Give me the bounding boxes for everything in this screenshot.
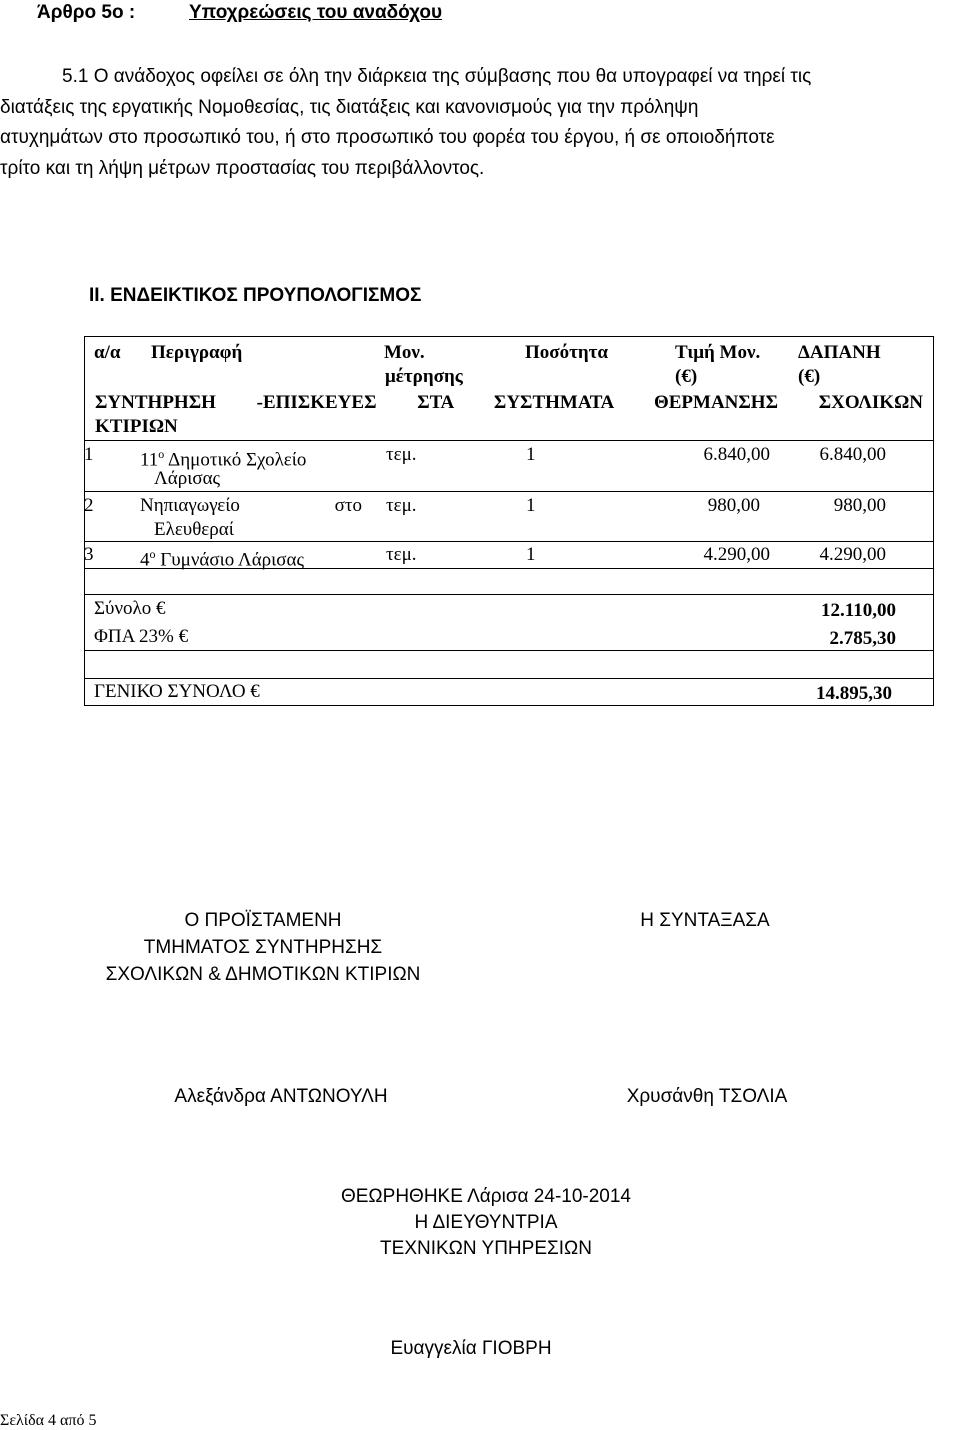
row-unit: τεμ. bbox=[386, 444, 417, 465]
row-qty: 1 bbox=[526, 444, 536, 465]
row-unit: τεμ. bbox=[386, 544, 417, 565]
row-desc-sup: ο bbox=[158, 447, 165, 461]
clause-line: 5.1 Ο ανάδοχος οφείλει σε όλη την διάρκεια της σύμβασης που θα υπογραφεί να τηρεί τις bbox=[62, 66, 812, 87]
article-heading bbox=[37, 2, 442, 24]
signature-title: ΣΧΟΛΙΚΩΝ & ΔΗΜΟΤΙΚΩΝ ΚΤΙΡΙΩΝ bbox=[105, 964, 421, 985]
row-desc-part: 4 bbox=[140, 549, 150, 571]
header-aa: α/α bbox=[94, 342, 121, 363]
row-description bbox=[140, 542, 304, 572]
header-description: Περιγραφή bbox=[151, 342, 243, 363]
header-unit-2: μέτρησης bbox=[385, 366, 463, 387]
group-title-2: ΚΤΙΡΙΩΝ bbox=[95, 416, 178, 437]
article-title: Υποχρεώσεις του αναδόχου bbox=[189, 2, 443, 23]
table-row-divider bbox=[84, 440, 934, 441]
vat-value: 2.785,30 bbox=[829, 628, 896, 649]
row-description bbox=[140, 493, 362, 518]
header-cost: ΔΑΠΑΝΗ bbox=[798, 342, 881, 363]
row-qty: 1 bbox=[526, 495, 536, 516]
section-heading: ΙΙ. ΕΝΔΕΙΚΤΙΚΟΣ ΠΡΟΥΠΟΛΟΓΙΣΜΟΣ bbox=[89, 285, 422, 306]
signature-block-left bbox=[63, 907, 463, 988]
signatory-right-name: Χρυσάνθη ΤΣΟΛΙΑ bbox=[626, 1086, 788, 1107]
subtotal-label: Σύνολο € bbox=[94, 598, 166, 619]
row-description-2: Ελευθεραί bbox=[154, 519, 234, 540]
row-desc-part: Γυμνάσιο Λάρισας bbox=[155, 549, 304, 571]
row-desc-part: Δημοτικό Σχολείο bbox=[164, 449, 307, 471]
row-cost: 980,00 bbox=[833, 495, 886, 516]
grand-total-value: 14.895,30 bbox=[816, 683, 892, 704]
row-qty: 1 bbox=[526, 544, 536, 565]
row-unit: τεμ. bbox=[386, 495, 417, 516]
header-unit-price: Τιμή Μον. bbox=[675, 342, 761, 363]
director-title: Η ΔΙΕΥΘΥΝΤΡΙΑ bbox=[414, 1212, 558, 1233]
row-desc-part: στο bbox=[334, 495, 362, 516]
page-number: Σελίδα 4 από 5 bbox=[0, 1412, 97, 1429]
table-border-top bbox=[84, 336, 934, 337]
clause-paragraph bbox=[0, 62, 960, 184]
vat-label: ΦΠΑ 23% € bbox=[94, 626, 189, 647]
row-cost: 4.290,00 bbox=[819, 544, 886, 565]
row-price: 980,00 bbox=[707, 495, 760, 516]
row-cost: 6.840,00 bbox=[819, 444, 886, 465]
signature-title: ΤΜΗΜΑΤΟΣ ΣΥΝΤΗΡΗΣΗΣ bbox=[143, 937, 383, 958]
row-description-2: Λάρισας bbox=[154, 468, 221, 489]
signatory-left-name: Αλεξάνδρα ΑΝΤΩΝΟΥΛΗ bbox=[174, 1086, 388, 1107]
clause-line: διατάξεις της εργατικής Νομοθεσίας, τις διατάξεις και κανονισμούς για την πρόληψη bbox=[0, 96, 699, 118]
director-name: Ευαγγελία ΓΙΟΒΡΗ bbox=[390, 1338, 552, 1359]
table-row-divider bbox=[84, 594, 934, 595]
table-row-divider bbox=[84, 491, 934, 492]
row-aa: 2 bbox=[84, 495, 94, 516]
row-price: 4.290,00 bbox=[703, 544, 770, 565]
subtotal-value: 12.110,00 bbox=[821, 600, 896, 621]
row-desc-sup: ο bbox=[149, 547, 156, 561]
group-title: ΣΥΝΤΗΡΗΣΗ -ΕΠΙΣΚΕΥΕΣ ΣΤΑ ΣΥΣΤΗΜΑΤΑ ΘΕΡΜΑΝΣΗΣ ΣΧΟΛΙΚΩΝ bbox=[95, 392, 923, 413]
header-quantity: Ποσότητα bbox=[525, 342, 609, 363]
table-border-left bbox=[84, 336, 85, 706]
signature-block-right bbox=[585, 907, 825, 934]
clause-line: ατυχημάτων στο προσωπικό του, ή στο προσωπικό του φορέα του έργου, ή σε οποιοδήποτε bbox=[0, 127, 775, 148]
header-unit: Μον. bbox=[384, 342, 425, 363]
row-desc-part: 11 bbox=[140, 449, 159, 471]
signature-title: Ο ΠΡΟΪΣΤΑΜΕΝΗ bbox=[184, 910, 342, 931]
header-cost-currency: (€) bbox=[798, 366, 821, 387]
header-unit-price-currency: (€) bbox=[675, 366, 698, 387]
director-title: ΤΕΧΝΙΚΩΝ ΥΠΗΡΕΣΙΩΝ bbox=[380, 1238, 592, 1259]
approval-block bbox=[236, 1184, 736, 1262]
clause-line: τρίτο και τη λήψη μέτρων προστασίας του περιβάλλοντος. bbox=[0, 157, 485, 179]
row-price: 6.840,00 bbox=[703, 444, 770, 465]
approval-line: ΘΕΩΡΗΘΗΚΕ Λάρισα 24-10-2014 bbox=[340, 1186, 631, 1207]
grand-total-label: ΓΕΝΙΚΟ ΣΥΝΟΛΟ € bbox=[94, 681, 260, 702]
row-aa: 1 bbox=[84, 444, 94, 465]
row-aa: 3 bbox=[84, 544, 94, 565]
signature-title: Η ΣΥΝΤΑΞΑΣΑ bbox=[640, 910, 770, 931]
row-desc-part: Νηπιαγωγείο bbox=[140, 495, 240, 516]
budget-table bbox=[84, 336, 934, 706]
article-number: Άρθρο 5ο : bbox=[37, 2, 136, 23]
table-border-right bbox=[933, 336, 934, 706]
